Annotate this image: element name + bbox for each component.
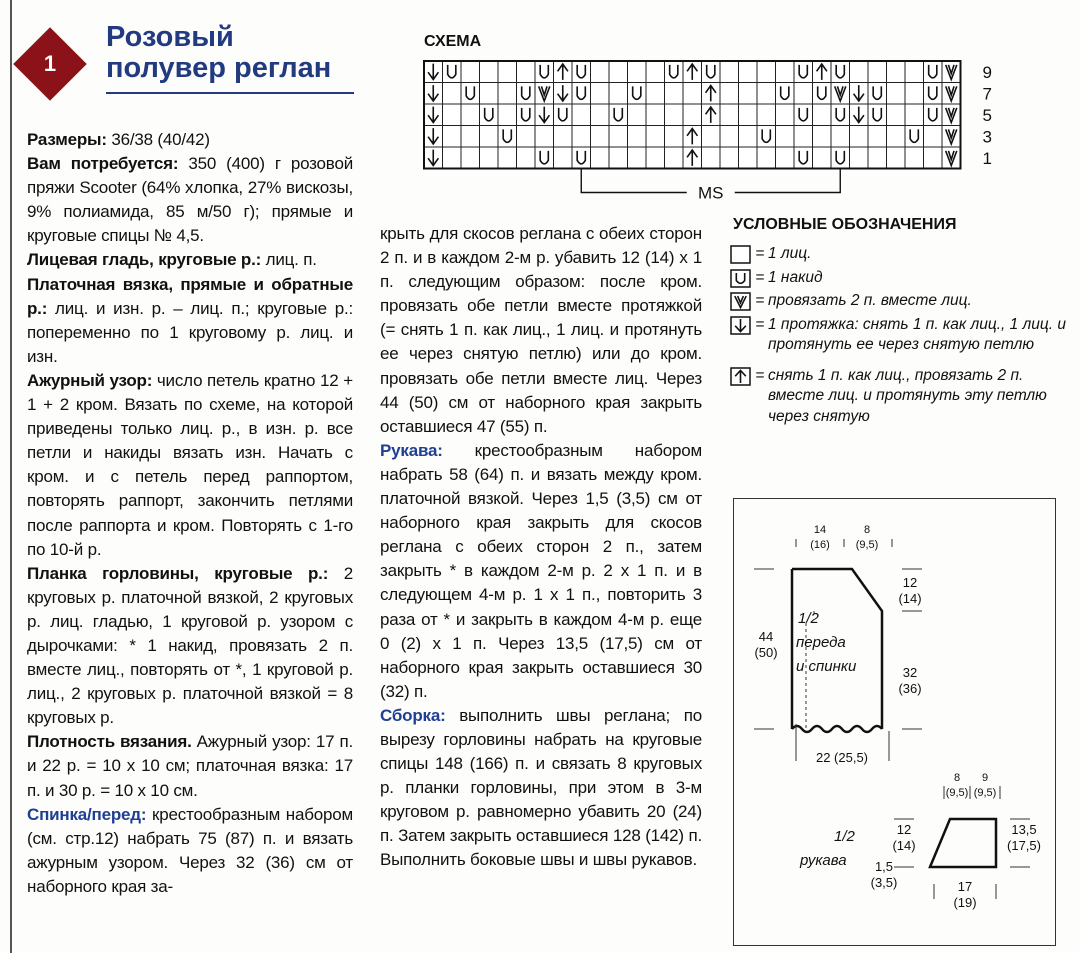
chart-cell [905, 104, 924, 126]
chart-cell [905, 61, 924, 83]
lace-label: Ажурный узор: [27, 370, 153, 390]
sleeve-right-dim: 13,5 [1011, 822, 1037, 837]
chart-cell [665, 61, 684, 83]
sleeve-label: Рукава: [380, 440, 443, 460]
chart-cell [498, 83, 517, 105]
chart-cell [461, 104, 480, 126]
chart-cell [702, 83, 721, 105]
sizes-text: 36/38 (40/42) [106, 130, 210, 149]
chart-cell [591, 83, 610, 105]
chart-cell [720, 61, 739, 83]
chart-cell [480, 104, 499, 126]
chart-cell [683, 61, 702, 83]
chart-cell [813, 61, 832, 83]
chart-cell [813, 147, 832, 169]
chart-cell [813, 83, 832, 105]
chart-cell [517, 104, 536, 126]
double-decrease-symbol-icon [730, 367, 752, 386]
legend-item [730, 268, 1070, 289]
k2tog-symbol-icon [730, 292, 752, 311]
body-top-right-dim: 8 [863, 524, 871, 536]
sleeve-right-dim-alt: (17,5) [1007, 838, 1041, 853]
chart-cell [628, 126, 647, 148]
chart-cell [646, 126, 665, 148]
chart-cell [720, 147, 739, 169]
body-height-dim-alt: (50) [754, 645, 778, 660]
sleeve-left-lower-dim: 1,5 [874, 859, 894, 874]
chart-cell [554, 104, 573, 126]
chart-cell [628, 61, 647, 83]
chart-cell [443, 83, 462, 105]
skp-symbol-icon [730, 316, 752, 335]
chart-cell [757, 61, 776, 83]
chart-cell [443, 126, 462, 148]
chart-cell [535, 126, 554, 148]
chart-cell [665, 104, 684, 126]
chart-cell [942, 147, 961, 169]
stockinette-label: Лицевая гладь, круговые р.: [27, 250, 262, 270]
neck-paragraph [27, 562, 353, 731]
chart-cell [628, 104, 647, 126]
sleeve-left-upper-dim-alt: (14) [892, 838, 916, 853]
body-raglan-dim-alt: (14) [898, 591, 922, 606]
neck-label: Планка горловины, круговые р.: [27, 563, 329, 583]
chart-cell [942, 61, 961, 83]
chart-cell [887, 83, 906, 105]
sleeve-top-right-dim: 9 [981, 772, 989, 784]
chart-cell [868, 104, 887, 126]
materials-paragraph [27, 152, 353, 248]
chart-cell [517, 126, 536, 148]
legend-item [730, 244, 1070, 265]
gauge-paragraph [27, 730, 353, 802]
chart-cell [739, 147, 758, 169]
body-height-dim: 44 [758, 629, 774, 644]
title-line-1: Розовый [106, 21, 234, 53]
chart-cell [646, 147, 665, 169]
sleeve-label-1: 1/2 [834, 828, 855, 845]
chart-cell [554, 147, 573, 169]
chart-cell [498, 147, 517, 169]
chart-cell [628, 83, 647, 105]
chart-cell [739, 104, 758, 126]
body-label-3: и спинки [796, 658, 857, 675]
chart-cell [424, 61, 443, 83]
sleeve-bottom-dim-alt: (19) [953, 895, 977, 910]
sleeve-left-upper-dim: 12 [896, 822, 912, 837]
chart-cell [794, 147, 813, 169]
chart-cell [794, 126, 813, 148]
sleeve-top-right-dim-alt: (9,5) [973, 787, 997, 799]
legend-equals: = [755, 292, 765, 309]
chart-cell [424, 83, 443, 105]
chart-cell [905, 83, 924, 105]
gauge-label: Плотность вязания. [27, 732, 192, 752]
chart-cell [609, 104, 628, 126]
chart-cell [850, 104, 869, 126]
chart-cell [646, 104, 665, 126]
chart-cell [683, 83, 702, 105]
chart-cell [665, 147, 684, 169]
chart-cell [776, 61, 795, 83]
chart-row-number: 1 [982, 148, 992, 168]
chart-cell [924, 147, 943, 169]
back-paragraph [27, 803, 353, 899]
sleeve-label-2: рукава [800, 852, 847, 869]
chart-cell [887, 126, 906, 148]
neck-text: 2 круговых р. платочной вязкой, 2 круговых р. лиц. гладью, 1 круговой р. узором с дырочками: * 1 накид, провязать 2 п. вместе лиц., повторять от *, 1 круговой р. лиц., 2 круговых р. платочной вязкой = 8 круговых р. [27, 563, 353, 728]
chart-cell [757, 83, 776, 105]
chart-cell [757, 104, 776, 126]
garter-text: лиц. и изн. р. – лиц. п.; круговые р.: попеременно по 1 круговому р. лиц. и изн. [27, 298, 353, 366]
legend-item [730, 315, 1070, 356]
chart-cell [498, 126, 517, 148]
legend-title: УСЛОВНЫЕ ОБОЗНАЧЕНИЯ [733, 216, 957, 233]
chart-cell [683, 126, 702, 148]
size-schematic [733, 498, 1056, 946]
chart-cell [461, 147, 480, 169]
chart-cell [443, 104, 462, 126]
gauge-text: Ажурный узор: 17 п. и 22 р. = 10 х 10 см; платочная вязка: 17 п. и 30 р. = 10 х 10 см. [27, 732, 353, 800]
stockinette-paragraph [27, 248, 353, 272]
instructions-column-2 [380, 222, 702, 873]
legend [730, 244, 1070, 430]
chart-cell [609, 61, 628, 83]
chart-cell [757, 147, 776, 169]
legend-equals: = [755, 366, 765, 384]
chart-cell [646, 83, 665, 105]
chart-cell [831, 104, 850, 126]
chart-title: СХЕМА [424, 33, 482, 50]
chart-cell [924, 126, 943, 148]
chart-cell [813, 104, 832, 126]
chart-cell [794, 61, 813, 83]
chart-cell [646, 61, 665, 83]
chart-cell [905, 126, 924, 148]
chart-cell [924, 104, 943, 126]
chart-cell [813, 126, 832, 148]
sleeve-left-lower-dim-alt: (3,5) [870, 875, 898, 890]
lace-text: число петель кратно 12 + 1 + 2 кром. Вязать по схеме, на которой приведены только лиц. р., в изн. р. все петли и накиды вязать изн. Начать с кром. и с петель перед раппортом, повторять раппорт, закончить петлями после раппорта и кром. Повторять с 1-го по 10-й р. [27, 370, 353, 559]
chart-cell [831, 126, 850, 148]
body-top-right-dim-alt: (9,5) [855, 539, 879, 551]
chart-cell [535, 61, 554, 83]
chart-cell [868, 147, 887, 169]
chart-cell [720, 83, 739, 105]
body-label-1: 1/2 [798, 610, 819, 627]
chart-cell [665, 126, 684, 148]
chart-cell [443, 61, 462, 83]
chart-cell [461, 83, 480, 105]
assembly-text: выполнить швы реглана; по вырезу горловины набрать на круговые спицы 148 (166) п. и связать 8 круговых р. планки горловины, при этом в 3-м круговом р. равномерно убавить 20 (24) п. Затем закрыть оставшиеся 128 (142) п. Выполнить боковые швы и швы рукавов. [380, 705, 702, 870]
chart-cell [776, 83, 795, 105]
legend-text: 1 накид [768, 268, 823, 286]
legend-equals: = [755, 245, 765, 262]
lace-paragraph [27, 369, 353, 562]
body-side-dim-alt: (36) [898, 681, 922, 696]
legend-text: 1 лиц. [768, 245, 812, 262]
pattern-number: 1 [43, 51, 57, 76]
sleeve-top-left-dim: 8 [953, 772, 961, 784]
chart-cell [461, 126, 480, 148]
sleeve-bottom-dim: 17 [957, 879, 973, 894]
sleeve-text: крестообразным набором набрать 58 (64) п. и вязать между кром. платочной вязкой. Через 1,5 (3,5) см от наборного края закрыть для скосов реглана с обеих сторон 2 п., затем закрыть * в каждом 2-м р. 2 х 1 п. и в следующем 4-м р. 1 х 1 п., повторить 3 раза от * и закрыть в каждом 4-м р. еще 0 (2) х 1 п. Через 13,5 (17,5) см от наборного края закрыть оставшиеся 30 (32) п. [380, 440, 702, 701]
chart-cell [498, 61, 517, 83]
chart-cell [535, 147, 554, 169]
chart-cell [942, 126, 961, 148]
garter-label: Платочная вязка, прямые и обратные р.: [27, 274, 353, 318]
chart-cell [794, 104, 813, 126]
legend-item [730, 366, 1070, 428]
chart-cell [739, 61, 758, 83]
stockinette-text: лиц. п. [261, 250, 317, 270]
chart-cell [665, 83, 684, 105]
chart-cell [591, 61, 610, 83]
chart-cell [850, 83, 869, 105]
legend-text: снять 1 п. как лиц., провязать 2 п. вместе лиц. и протянуть эту петлю через снятую [768, 366, 1047, 425]
assembly-label: Сборка: [380, 705, 446, 725]
chart-cell [868, 83, 887, 105]
chart-cell [609, 147, 628, 169]
chart-cell [831, 61, 850, 83]
chart-cell [757, 126, 776, 148]
chart-cell [683, 147, 702, 169]
chart-row-number: 9 [982, 62, 992, 82]
chart-cell [868, 126, 887, 148]
chart-cell [942, 83, 961, 105]
chart-cell [461, 61, 480, 83]
chart-cell [924, 83, 943, 105]
chart-cell [776, 147, 795, 169]
chart-cell [609, 83, 628, 105]
chart-cell [554, 83, 573, 105]
back-label: Спинка/перед: [27, 804, 147, 824]
sizes-label: Размеры: [27, 130, 107, 149]
chart-cell [702, 104, 721, 126]
schematic-drawing [734, 499, 1057, 947]
chart-cell [739, 126, 758, 148]
chart-cell [831, 83, 850, 105]
chart-cell [424, 104, 443, 126]
body-top-left-dim: 14 [813, 524, 827, 536]
chart-cell [683, 104, 702, 126]
chart-cell [776, 126, 795, 148]
chart-cell [850, 126, 869, 148]
chart-cell [572, 147, 591, 169]
title-line-2: полувер реглан [106, 52, 332, 84]
chart-cell [424, 126, 443, 148]
chart-cell [720, 126, 739, 148]
chart-cell [942, 104, 961, 126]
legend-equals: = [755, 315, 765, 333]
chart-cell [702, 147, 721, 169]
chart-cell [850, 147, 869, 169]
chart-cell [739, 83, 758, 105]
page-border [10, 0, 12, 953]
chart-cell [480, 61, 499, 83]
legend-text: провязать 2 п. вместе лиц. [768, 292, 972, 309]
chart-cell [831, 147, 850, 169]
body-label-2: переда [796, 634, 846, 651]
chart-cell [609, 126, 628, 148]
chart-cell [535, 83, 554, 105]
stitch-chart [420, 55, 1020, 215]
back-text: крестообразным набором (см. стр.12) набрать 75 (87) п. и вязать ажурным узором. Через 32 (36) см от наборного края за- [27, 804, 353, 896]
back-continued: крыть для скосов реглана с обеих сторон 2 п. и в каждом 2-м р. убавить 12 (14) х 1 п. следующим образом: после кром. провязать обе петли вместе протяжкой (= снять 1 п. как лиц., 1 лиц. и протянуть ее через снятую петлю) или до кром. провязать обе петли вместе лиц. Через 44 (50) см от наборного края закрыть оставшиеся 47 (55) п. [380, 224, 702, 436]
sleeve-outline [930, 819, 996, 867]
assembly-paragraph [380, 704, 702, 873]
chart-cell [905, 147, 924, 169]
chart-cell [480, 83, 499, 105]
chart-cell [887, 104, 906, 126]
chart-cell [572, 104, 591, 126]
chart-cell [424, 147, 443, 169]
chart-cell [868, 61, 887, 83]
body-top-left-dim-alt: (16) [810, 539, 830, 551]
chart-cell [628, 147, 647, 169]
chart-cell [517, 147, 536, 169]
body-raglan-dim: 12 [902, 575, 918, 590]
chart-cell [720, 104, 739, 126]
knit-symbol-icon [730, 245, 752, 264]
chart-cell [702, 61, 721, 83]
title-block [22, 22, 356, 102]
chart-row-number: 3 [982, 127, 992, 147]
chart-cell [480, 126, 499, 148]
materials-label: Вам потребуется: [27, 154, 179, 174]
chart-row-number: 5 [982, 105, 992, 125]
chart-cell [591, 126, 610, 148]
chart-cell [517, 83, 536, 105]
chart-cell [554, 126, 573, 148]
pattern-title [106, 22, 331, 84]
yarn-over-symbol-icon [730, 269, 752, 288]
chart-cell [794, 83, 813, 105]
legend-equals: = [755, 268, 765, 286]
chart-cell [591, 104, 610, 126]
instructions-column-1 [27, 128, 353, 899]
chart-row-number: 7 [982, 84, 992, 104]
chart-cell [887, 147, 906, 169]
chart-cell [498, 104, 517, 126]
chart-cell [702, 126, 721, 148]
chart-cell [535, 104, 554, 126]
chart-cell [443, 147, 462, 169]
chart-cell [776, 104, 795, 126]
chart-cell [572, 61, 591, 83]
chart-cell [887, 61, 906, 83]
materials-text: 350 (400) г розовой пряжи Scooter (64% хлопка, 27% вискозы, 9% полиамида, 85 м/50 г); прямые и круговые спицы № 4,5. [27, 154, 353, 246]
legend-text: 1 протяжка: снять 1 п. как лиц., 1 лиц. и протянуть ее через снятую петлю [768, 315, 1067, 353]
chart-cell [480, 147, 499, 169]
legend-item [730, 291, 1070, 312]
sleeve-top-left-dim-alt: (9,5) [945, 787, 969, 799]
garter-paragraph [27, 273, 353, 369]
body-width-dim: 22 (25,5) [815, 750, 869, 765]
sizes-paragraph [27, 128, 353, 152]
chart-cell [517, 61, 536, 83]
sleeve-paragraph [380, 439, 702, 704]
chart-cell [924, 61, 943, 83]
body-side-dim: 32 [902, 665, 918, 680]
chart-cell [554, 61, 573, 83]
chart-cell [572, 83, 591, 105]
chart-cell [850, 61, 869, 83]
chart-cell [572, 126, 591, 148]
chart-cell [591, 147, 610, 169]
repeat-label: MS [698, 183, 724, 203]
title-underline [106, 92, 354, 94]
